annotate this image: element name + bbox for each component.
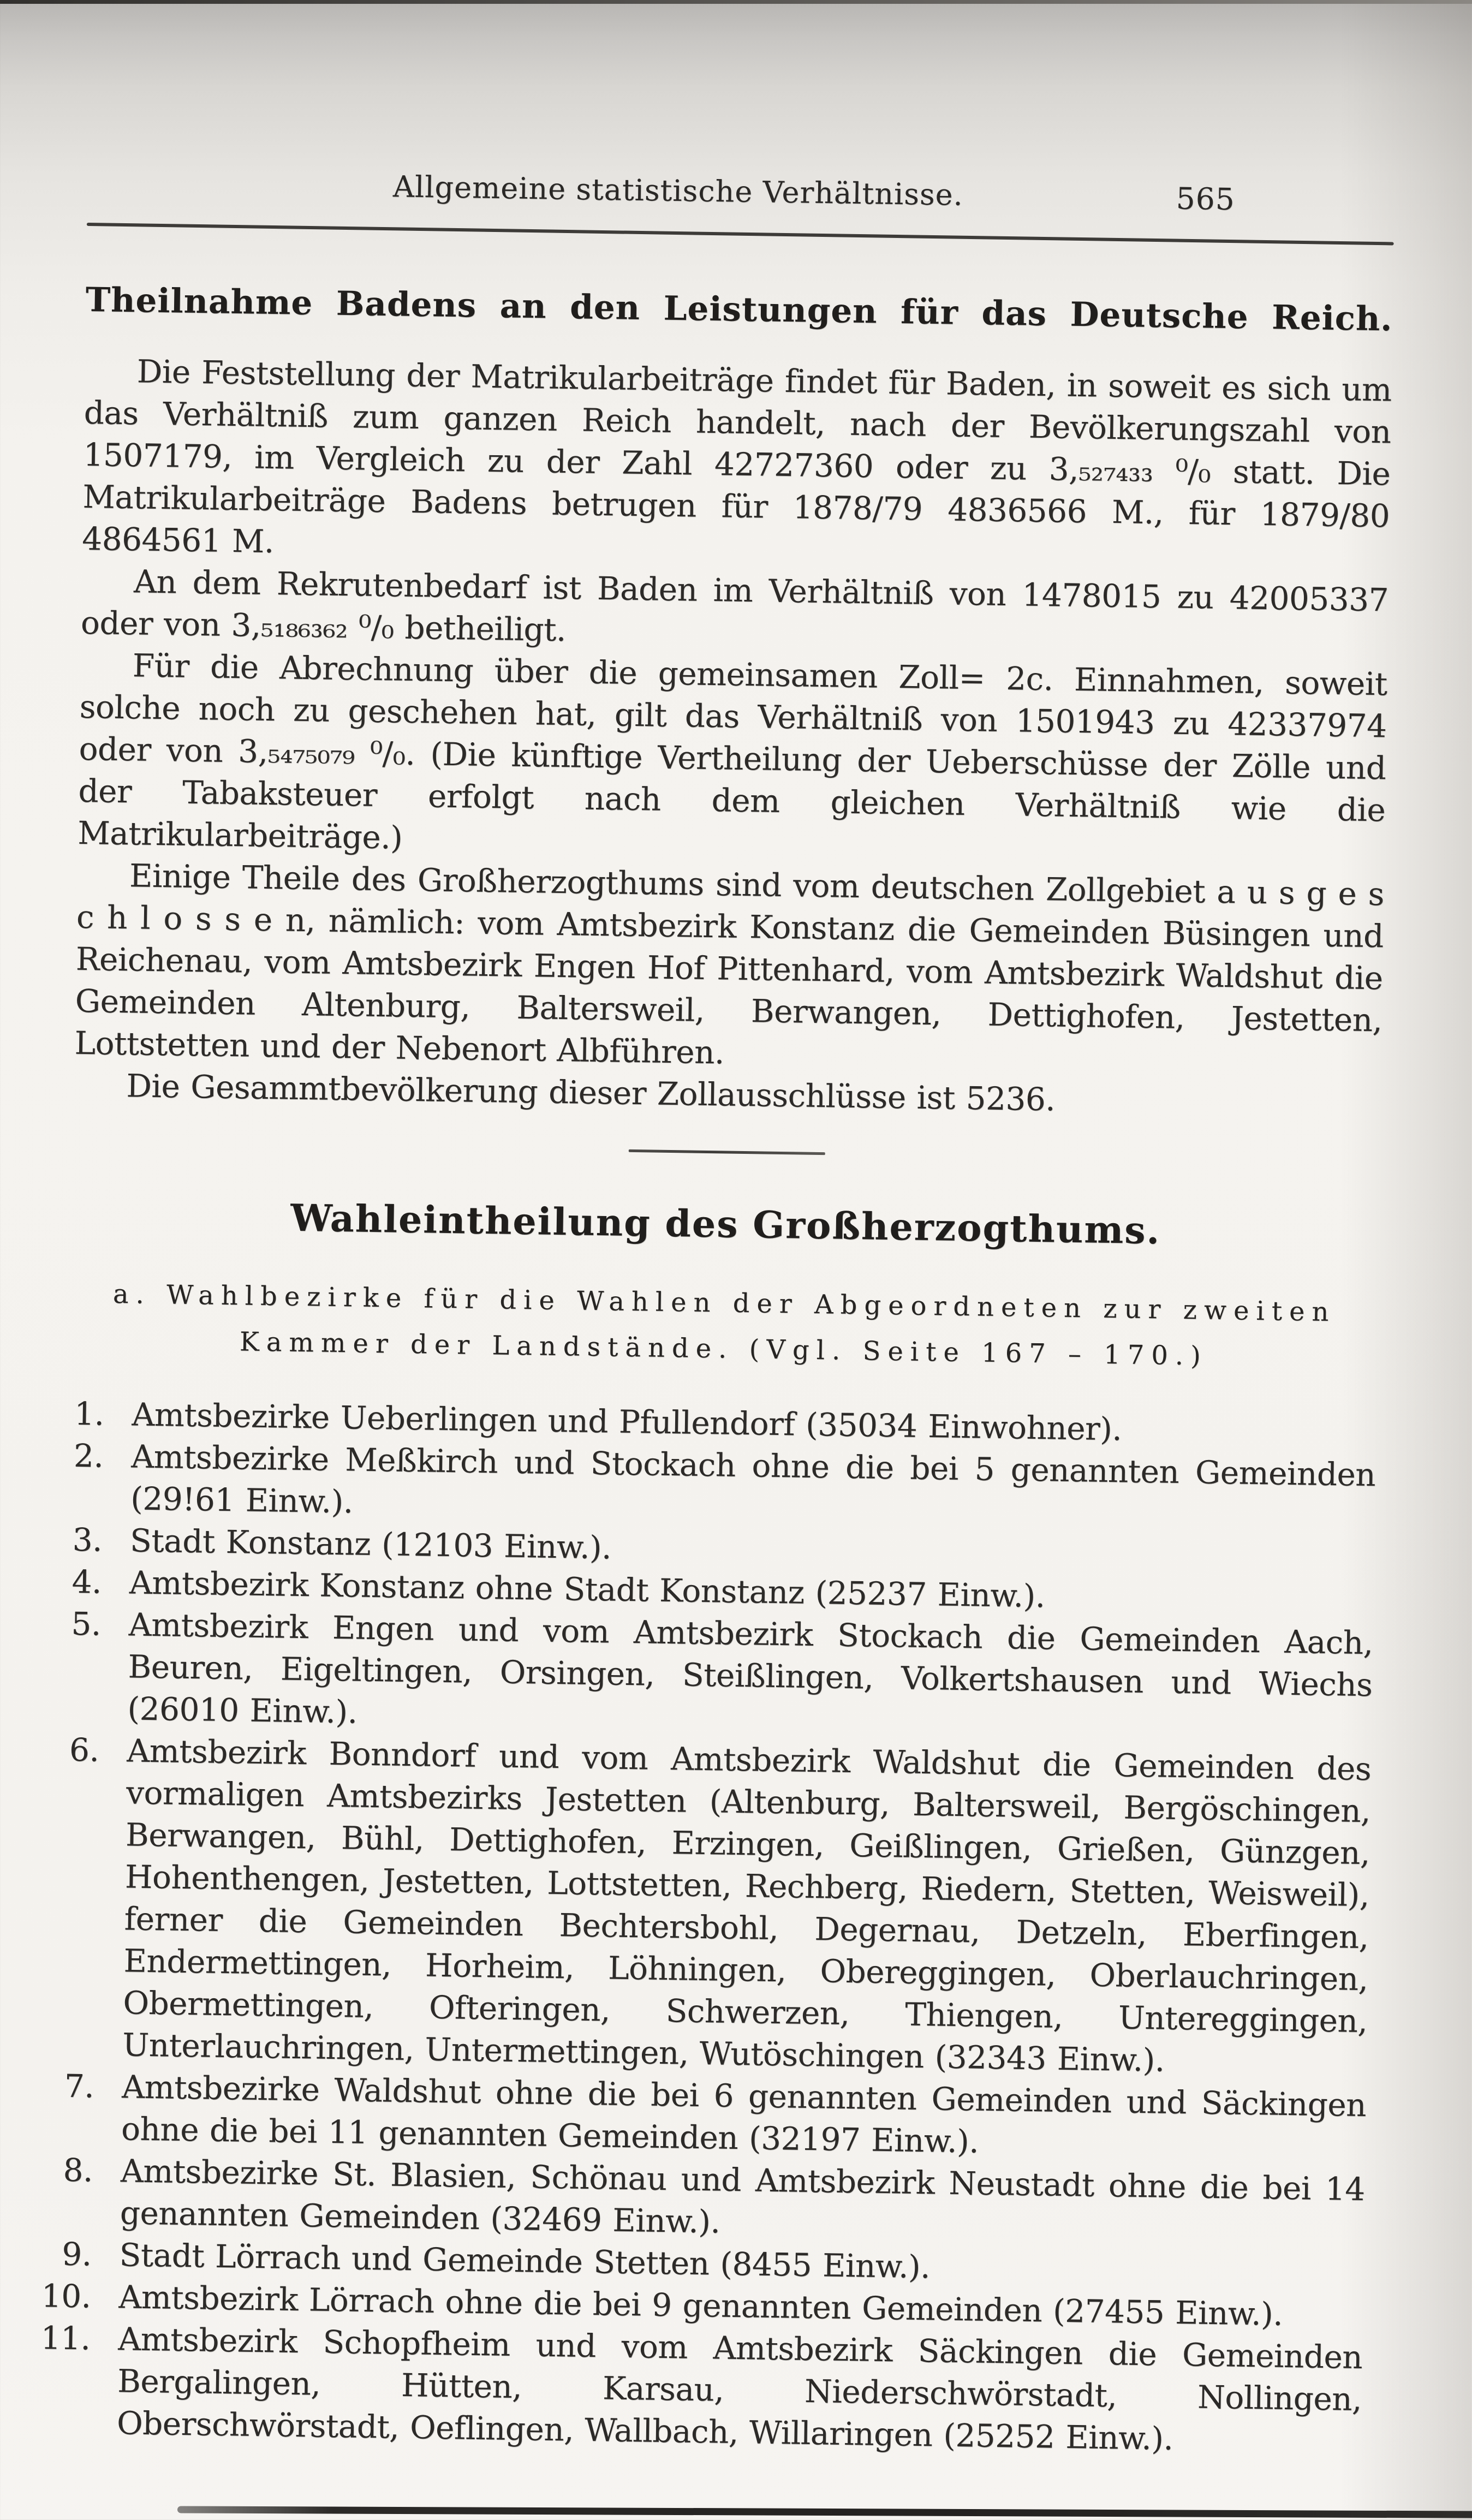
list-item-number: 3. (72, 1521, 103, 1559)
paragraph-matrikularbeitraege: Die Feststellung der Matrikularbeiträge findet für Baden, in soweit es sich um das Verhältniß zum ganzen Reich handelt, nach der Bevölkerungszahl von 1507179, im Vergleich zu der Zahl 42727360 oder zu 3,₅₂₇₄₃₃ ⁰/₀ statt. Die Matrikularbeiträge Badens betrugen für 1878/79 4836566 M., für 1879/80 4864561 M. (81, 353, 1392, 561)
page-number: 565 (1176, 181, 1236, 217)
list-item-text: Amtsbezirk Konstanz ohne Stadt Konstanz (25237 Einw.). (129, 1564, 1046, 1615)
section-divider (628, 1149, 825, 1155)
reich-section-heading: Theilnahme Badens an den Leistungen für das Deutsche Reich. (85, 280, 1393, 339)
list-item-number: 8. (63, 2151, 93, 2189)
list-item-text: Amtsbezirke St. Blasien, Schönau und Amtsbezirk Neustadt ohne die bei 14 genannten Gemeinden (32469 Einw.). (120, 2152, 1366, 2241)
list-item-text: Stadt Lörrach und Gemeinde Stetten (8455 Einw.). (119, 2236, 931, 2286)
list-item-number: 9. (61, 2235, 92, 2273)
list-item-number: 6. (69, 1731, 99, 1769)
running-head-title: Allgemeine statistische Verhältnisse. (392, 169, 964, 212)
list-item-text: Amtsbezirke Waldshut ohne die bei 6 genannten Gemeinden und Säckingen ohne die bei 11 genannten Gemeinden (32197 Einw.). (121, 2068, 1367, 2160)
page-content (40, 0, 1397, 2463)
wahl-section-subheading: a. Wahlbezirke für die Wahlen der Abgeordneten zur zweiten Kammer der Landstände. (Vgl. Seite 167 – 170.) (112, 1278, 1336, 1372)
scan-bottom-edge-artifact (177, 2506, 1472, 2518)
wahl-section-heading: Wahleintheilung des Großherzogthums. (290, 1196, 1161, 1253)
list-item-text: Amtsbezirk Schopfheim und vom Amtsbezirk Säckingen die Gemeinden Bergalingen, Hütten, Karsau, Niederschwörstadt, Nollingen, Oberschwörstadt, Oeflingen, Wallbach, Willaringen (25252 Einw.). (116, 2320, 1363, 2457)
list-item-text: Amtsbezirke Meßkirch und Stockach ohne die bei 5 genannten Gemeinden (29!61 Einw.). (130, 1438, 1376, 1521)
list-item (40, 2318, 1363, 2463)
list-item-text: Amtsbezirk Engen und vom Amtsbezirk Stockach die Gemeinden Aach, Beuren, Eigeltingen, Orsingen, Steißlingen, Volkertshausen und Wiechs (26010 Einw.). (127, 1606, 1374, 1731)
list-item-number: 1. (74, 1395, 105, 1433)
list-item-text: Amtsbezirke Ueberlingen und Pfullendorf (35034 Einwohner). (132, 1396, 1122, 1448)
list-item-number: 10. (41, 2277, 92, 2315)
paragraph-rekrutenbedarf: An dem Rekrutenbedarf ist Baden im Verhältniß von 1478015 zu 42005337 oder von 3,₅₁₈₆₃₆₂ ⁰/₀ betheiligt. (80, 563, 1389, 649)
list-item-number: 7. (64, 2067, 94, 2105)
list-item (64, 1603, 1373, 1749)
paragraph-zoll-abrechnung: Für die Abrechnung über die gemeinsamen Zoll= 2c. Einnahmen, soweit solche noch zu geschehen hat, gilt das Verhältniß von 1501943 zu 42337974 oder von 3,₅₄₇₅₀₇₉ ⁰/₀. (Die künftige Vertheilung der Ueberschüsse der Zölle und der Tabaksteuer erfolgt nach dem gleichen Verhältniß wie die Matrikularbeiträge.) (77, 647, 1388, 856)
running-head (87, 165, 1394, 223)
paragraph-gesammtbevoelkerung: Die Gesammtbevölkerung dieser Zollausschlüsse ist 5236. (126, 1067, 1056, 1118)
list-item-text: Amtsbezirk Bonndorf und vom Amtsbezirk Waldshut die Gemeinden des vormaligen Amtsbezirks Jestetten (Altenburg, Baltersweil, Bergöschingen, Berwangen, Bühl, Dettighofen, Erzingen, Geißlingen, Grießen, Günzgen, Hohenthengen, Jestetten, Lottstetten, Rechberg, Riedern, Stetten, Weisweil), ferner die Gemeinden Bechtersbohl, Degernau, Detzeln, Eberfingen, Endermettingen, Horheim, Löhningen, Obereggingen, Oberlauchringen, Obermettingen, Ofteringen, Schwerzen, Thiengen, Untereggingen, Unterlauchringen, Untermettingen, Wutöschingen (32343 Einw.). (122, 1732, 1372, 2079)
list-item-number: 4. (71, 1563, 102, 1601)
header-rule (87, 223, 1394, 246)
list-item-number: 11. (40, 2319, 91, 2357)
district-list (40, 1393, 1376, 2463)
list-item-text: Amtsbezirk Lörrach ohne die bei 9 genannten Gemeinden (27455 Einw.). (118, 2278, 1283, 2333)
reich-section-body (74, 350, 1392, 1125)
list-item-number: 2. (73, 1437, 104, 1475)
list-item-text: Stadt Konstanz (12103 Einw.). (129, 1522, 612, 1566)
paragraph-zollausschluss: Einige Theile des Großherzogthums sind vom deutschen Zollgebiet a u s g e s c h l o s s e n, nämlich: vom Amtsbezirk Konstanz die Gemeinden Büsingen und Reichenau, vom Amtsbezirk Engen Hof Pittenhard, vom Amtsbezirk Waldshut die Gemeinden Altenburg, Baltersweil, Berwangen, Dettighofen, Jestetten, Lottstetten und der Nebenort Albführen. (74, 857, 1385, 1071)
list-item-number: 5. (71, 1605, 102, 1643)
list-item (59, 1729, 1372, 2084)
